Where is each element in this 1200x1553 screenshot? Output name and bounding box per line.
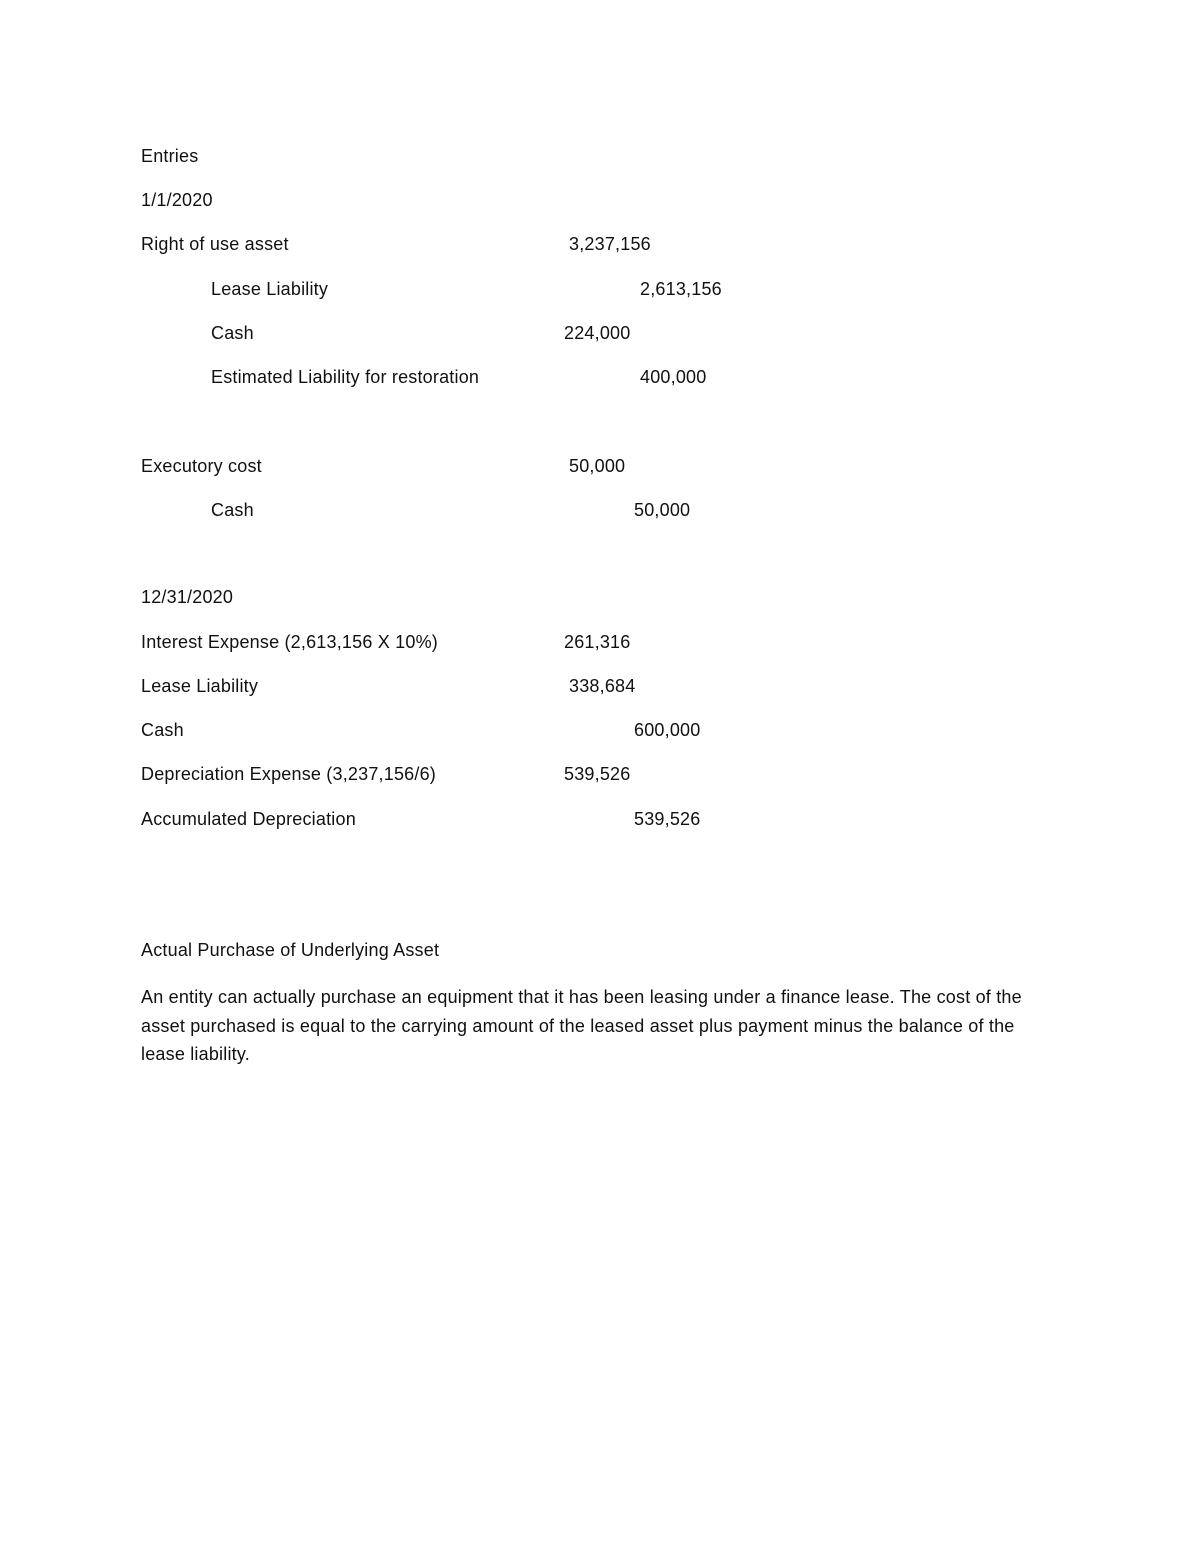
section-body: An entity can actually purchase an equipment that it has been leasing under a finance lease. The cost of the asset purchased is equal to the carrying amount of the leased asset plus payment minus the balance of the lease liability. [141,987,1022,1064]
entry-amount: 2,613,156 [640,279,722,299]
entry-account: Accumulated Depreciation [141,809,356,829]
entry-account: Cash [211,323,254,343]
entry-amount: 539,526 [634,809,701,829]
entry-amount: 338,684 [569,676,636,696]
section-title: Actual Purchase of Underlying Asset [141,940,440,960]
entry-account: Cash [141,720,184,740]
entry-amount: 600,000 [634,720,701,740]
entry-account: Lease Liability [211,279,329,299]
entry-amount: 50,000 [634,500,691,520]
entry-account: Estimated Liability for restoration [211,367,480,387]
date-2: 12/31/2020 [141,587,234,607]
entry-amount: 50,000 [569,456,626,476]
entry-amount: 400,000 [640,367,707,387]
entry-account: Lease Liability [141,676,259,696]
entry-account: Depreciation Expense (3,237,156/6) [141,764,436,784]
entry-amount: 539,526 [564,764,631,784]
entry-amount: 224,000 [564,323,631,343]
entry-account: Interest Expense (2,613,156 X 10%) [141,632,438,652]
entry-amount: 261,316 [564,632,631,652]
date-1: 1/1/2020 [141,190,213,210]
entry-account: Right of use asset [141,234,289,254]
entry-account: Executory cost [141,456,262,476]
entry-account: Cash [211,500,254,520]
heading: Entries [141,146,199,166]
entry-amount: 3,237,156 [569,234,651,254]
